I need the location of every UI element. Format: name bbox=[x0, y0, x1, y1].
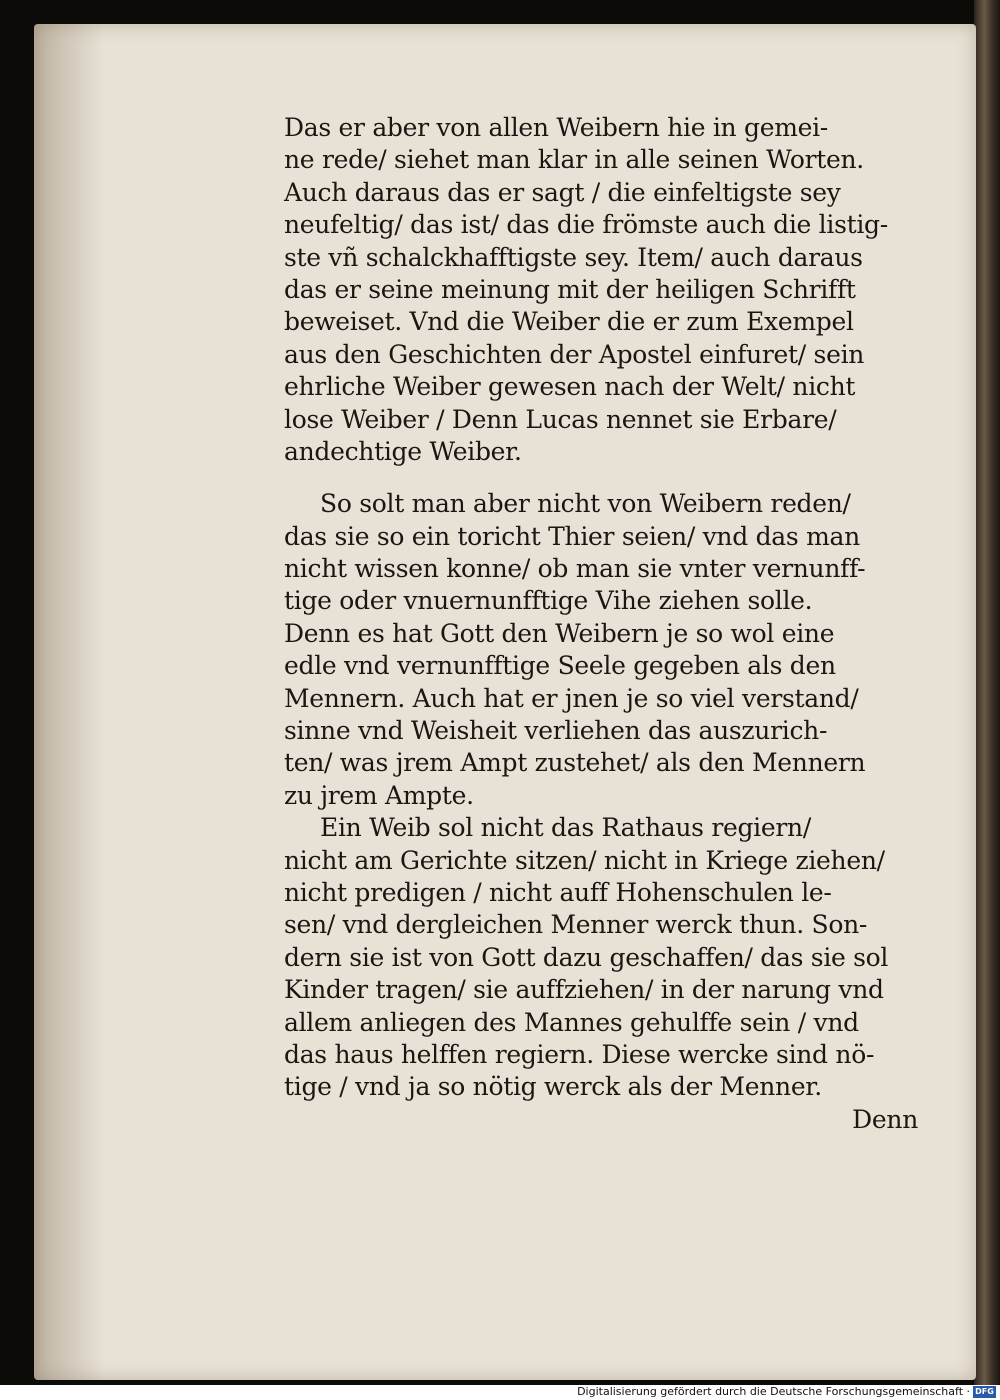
text-line: ehrliche Weiber gewesen nach der Welt/ nicht bbox=[284, 372, 856, 402]
text-line: ste vñ schalckhafftigste sey. Item/ auch daraus bbox=[284, 242, 863, 272]
text-line: beweiset. Vnd die Weiber die er zum Exempel bbox=[284, 307, 854, 337]
page-text bbox=[284, 112, 924, 1136]
text-line: So solt man aber nicht von Weibern reden/ bbox=[320, 489, 851, 519]
text-line: nicht wissen konne/ ob man sie vnter vernunff- bbox=[284, 554, 866, 584]
gutter-shadow bbox=[34, 24, 104, 1380]
text-line: aus den Geschichten der Apostel einfuret/ sein bbox=[284, 339, 865, 369]
funding-credit: Digitalisierung gefördert durch die Deutsche Forschungsgemeinschaft · bbox=[577, 1385, 970, 1398]
paragraph-2 bbox=[284, 488, 924, 812]
text-line: zu jrem Ampte. bbox=[284, 780, 474, 810]
text-line: Ein Weib sol nicht das Rathaus regiern/ bbox=[320, 813, 811, 843]
text-line: tige / vnd ja so nötig werck als der Menner. bbox=[284, 1072, 822, 1102]
text-line: Auch daraus das er sagt / die einfeltigste sey bbox=[284, 177, 841, 207]
dfg-logo-icon: DFG bbox=[973, 1386, 996, 1398]
text-line: Mennern. Auch hat er jnen je so viel verstand/ bbox=[284, 683, 859, 713]
text-line: andechtige Weiber. bbox=[284, 436, 522, 466]
text-line: ten/ was jrem Ampt zustehet/ als den Mennern bbox=[284, 748, 866, 778]
text-line: edle vnd vernunfftige Seele gegeben als den bbox=[284, 651, 836, 681]
text-line: lose Weiber / Denn Lucas nennet sie Erbare/ bbox=[284, 404, 837, 434]
paragraph-1 bbox=[284, 112, 924, 468]
text-line: neufeltig/ das ist/ das die frömste auch die listig- bbox=[284, 210, 888, 240]
text-line: das sie so ein toricht Thier seien/ vnd das man bbox=[284, 521, 860, 551]
text-line: das er seine meinung mit der heiligen Schrifft bbox=[284, 274, 856, 304]
text-line: sinne vnd Weisheit verliehen das auszurich- bbox=[284, 716, 828, 746]
text-line: dern sie ist von Gott dazu geschaffen/ das sie sol bbox=[284, 942, 889, 972]
text-line: sen/ vnd dergleichen Menner werck thun. Son- bbox=[284, 910, 868, 940]
text-line: Denn es hat Gott den Weibern je so wol eine bbox=[284, 618, 835, 648]
text-line: tige oder vnuernunfftige Vihe ziehen solle. bbox=[284, 586, 813, 616]
text-line: nicht predigen / nicht auff Hohenschulen le- bbox=[284, 877, 832, 907]
text-line: Kinder tragen/ sie auffziehen/ in der narung vnd bbox=[284, 975, 884, 1005]
book-edge bbox=[974, 0, 1000, 1385]
catchword: Denn bbox=[852, 1104, 918, 1134]
text-line: allem anliegen des Mannes gehulffe sein / vnd bbox=[284, 1007, 859, 1037]
footer-bar bbox=[0, 1385, 1000, 1400]
text-line: Das er aber von allen Weibern hie in gemei- bbox=[284, 113, 828, 142]
paragraph-3 bbox=[284, 812, 924, 1104]
paragraph-gap bbox=[284, 468, 924, 488]
text-line: das haus helffen regiern. Diese wercke sind nö- bbox=[284, 1039, 875, 1069]
text-line: ne rede/ siehet man klar in alle seinen Worten. bbox=[284, 145, 864, 175]
text-line: nicht am Gerichte sitzen/ nicht in Kriege ziehen/ bbox=[284, 845, 885, 875]
